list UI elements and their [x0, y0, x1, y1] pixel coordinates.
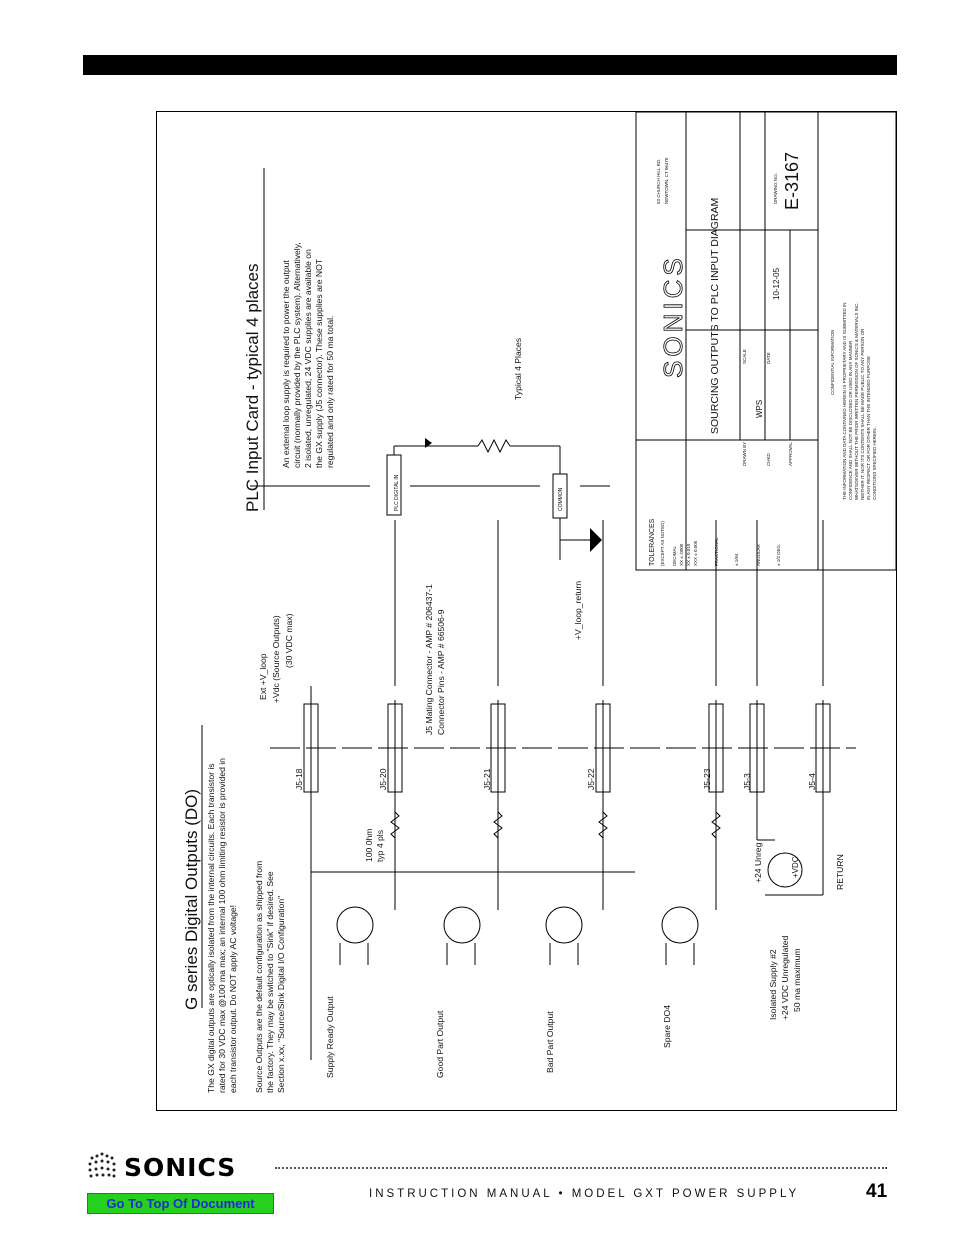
- do-paragraph-line-1: The GX digital outputs are optically isolated from the internal circuits. Each transistor is: [206, 763, 216, 1093]
- do-title: G series Digital Outputs (DO): [182, 788, 201, 1010]
- drawing-title: SOURCING OUTPUTS TO PLC INPUT DIAGRAM: [709, 197, 721, 434]
- footer-dotted-rule: [275, 1167, 887, 1169]
- confidential-line: THE INFORMATION AND DATA CONTAINED HEREIN IS PROPRIETARY AND IS SUBMITTED IN: [842, 302, 847, 500]
- ext-loop-label-1: Ext +V_loop: [258, 653, 268, 700]
- isolated-supply-3: 50 ma maximum: [792, 948, 802, 1012]
- do-paragraph-line-3: each transistor output. Do NOT apply AC voltage!: [228, 904, 238, 1093]
- pin-j5-21: J5-21: [482, 768, 492, 790]
- pin-j5-4: J5-4: [807, 773, 817, 790]
- footer-logo-mark: [89, 1153, 116, 1178]
- title-block-logo: SONICS: [658, 254, 688, 378]
- tolerances-title: TOLERANCES: [649, 518, 656, 566]
- pin-j5-20: J5-20: [378, 768, 388, 790]
- return-label: RETURN: [835, 854, 845, 890]
- confidential-line: NEITHER IT, NOR ITS CONTENTS SHALL BE MADE PUBLIC TO ANY PERSON OR: [860, 328, 865, 500]
- tolerance-line: XXX ± 0.005: [693, 540, 698, 566]
- plc-paragraph-1: An external loop supply is required to power the output: [281, 260, 291, 468]
- isolated-supply-1: Isolated Supply #2: [768, 949, 778, 1020]
- confidential-line: WHATSOEVER WITHOUT THE PRIOR WRITTEN PERMISSION OF SONICS & MATERIALS INC.: [854, 302, 859, 500]
- common-label: COMMON: [558, 487, 564, 511]
- pin-j5-23: J5-23: [702, 768, 712, 790]
- loop-return-label: +V_loop_return: [573, 580, 583, 640]
- checked-label: CHKD: [766, 453, 771, 466]
- do-paragraph-line-2: rated for 30 VDC max @100 ma max; an internal 100 ohm limiting resistor is provided in: [217, 758, 227, 1093]
- output-label-supply-ready: Supply Ready Output: [325, 996, 335, 1078]
- page-number: 41: [866, 1181, 888, 1202]
- do-paragraph-line-6: Section x.xx, "Source/Sink Digital I/O Configuration": [276, 895, 286, 1093]
- confidential-line: CONFIDENCE AND SHALL NOT BE DISCLOSED OR USED IN ANY MANNER: [848, 340, 853, 500]
- plc-title: PLC Input Card - typical 4 places: [243, 263, 262, 512]
- drawing-no: E-3167: [782, 151, 802, 210]
- resistor-label-2: typ 4 pls: [375, 829, 385, 862]
- output-label-good-part: Good Part Output: [435, 1010, 445, 1078]
- tolerance-line: XX ± 0.010: [686, 543, 691, 566]
- connector-label-1: J5 Mating Connector - AMP # 206437-1: [424, 584, 434, 735]
- confidential-line: CONDITIONS SPECIFIED HEREIN.: [872, 427, 877, 500]
- drawing-no-label: DRAWING NO.: [773, 173, 778, 204]
- isolated-supply-2: +24 VDC Unregulated: [780, 935, 790, 1020]
- date-value: 10-12-05: [772, 267, 781, 300]
- confidential-title: CONFIDENTIAL INFORMATION: [830, 329, 835, 395]
- typical-label: Typical 4 Places: [513, 337, 523, 400]
- confidential-line: IN ANY RESPECT OR FOR OTHER THAN THE INTENDED PURPOSE: [866, 356, 871, 500]
- ext-loop-label-2: +Vdc (Source Outputs): [271, 615, 281, 703]
- tolerance-line: ± 1/64: [734, 553, 739, 566]
- tolerance-line: DECIMAL: [672, 545, 677, 566]
- pin-j5-3: J5-3: [742, 773, 752, 790]
- plc-paragraph-5: regulated and only rated for 50 ma total.: [325, 315, 335, 468]
- footer-logo-text: SONICS: [124, 1153, 237, 1182]
- tolerance-line: ANGULAR: [756, 544, 761, 566]
- ext-loop-label-3: (30 VDC max): [284, 613, 294, 668]
- address-line-2: NEWTOWN, CT 06470: [664, 157, 669, 204]
- resistor-label-1: 100 0hm: [364, 828, 374, 862]
- approval-label: APPROVAL: [788, 442, 793, 466]
- vdc-label: +VDC: [791, 856, 800, 878]
- pin-j5-22: J5-22: [586, 768, 596, 790]
- pin-j5-18: J5-18: [294, 768, 304, 790]
- do-paragraph-line-5: the factory. They may be switched to "Sink" if desired. See: [265, 871, 275, 1093]
- output-label-bad-part: Bad Part Output: [545, 1011, 555, 1073]
- drawn-by-value: WPS: [755, 399, 764, 418]
- tolerance-line: FRACTIONAL: [714, 537, 719, 566]
- output-label-spare-do4: Spare DO4: [662, 1005, 672, 1048]
- plc-digital-in-label: PLC DIGITAL IN: [394, 474, 400, 511]
- drawn-by-label: DRAWN BY: [742, 441, 747, 466]
- connector-label-2: Connector Pins - AMP # 66506-9: [436, 609, 446, 735]
- tolerance-line: (EXCEPT AS NOTED): [660, 521, 665, 566]
- footer-manual-title: INSTRUCTION MANUAL • MODEL GXT POWER SUPPLY: [369, 1188, 800, 1200]
- address-line-1: 53 CHURCH HILL RD.: [656, 158, 661, 204]
- go-to-top-button[interactable]: Go To Top Of Document: [87, 1193, 274, 1214]
- scale-label: SCALE: [742, 349, 747, 364]
- tolerance-line: XX ± .0000: [679, 543, 684, 566]
- unreg-label: +24 Unreg: [753, 842, 763, 883]
- plc-paragraph-4: the GX supply (J5 connector). These supplies are NOT: [314, 258, 324, 468]
- do-paragraph-line-4: Source Outputs are the default configuration as shipped from: [254, 860, 264, 1093]
- date-label: DATE: [766, 352, 771, 364]
- plc-paragraph-2: circuit (normally provided by the PLC system). Alternatively,: [292, 242, 302, 468]
- tolerance-line: ± 1/2 DEG.: [776, 543, 781, 566]
- plc-paragraph-3: 2 isolated, unregulated, 24 VDC supplies are available on: [303, 249, 313, 468]
